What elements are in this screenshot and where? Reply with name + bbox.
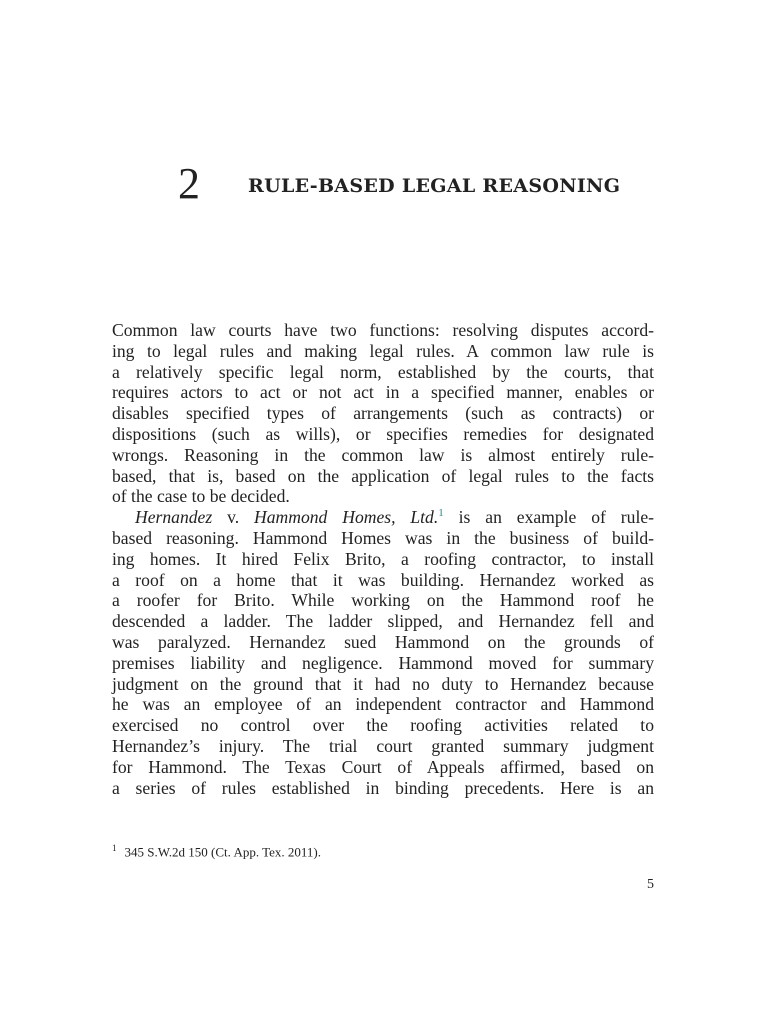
text-line: ing to legal rules and making legal rules. A common law rule is — [112, 340, 654, 361]
paragraph-1 — [112, 320, 654, 507]
chapter-heading — [178, 156, 738, 216]
footnote — [112, 839, 321, 861]
text-line: premises liability and negligence. Hammond moved for summary — [112, 652, 654, 673]
text-line: Common law courts have two functions: resolving disputes accord- — [112, 320, 654, 340]
text-line: wrongs. Reasoning in the common law is almost entirely rule- — [112, 444, 654, 465]
footnote-marker: 1 — [112, 843, 117, 853]
text-line: Hernandez’s injury. The trial court granted summary judgment — [112, 735, 654, 756]
text-line: descended a ladder. The ladder slipped, and Hernandez fell and — [112, 611, 654, 632]
chapter-title: RULE-BASED LEGAL REASONING — [248, 175, 621, 197]
text-line: a relatively specific legal norm, established by the courts, that — [112, 361, 654, 382]
text-line-with-case-citation — [112, 507, 654, 528]
text-line: judgment on the ground that it had no duty to Hernandez because — [112, 673, 654, 694]
text-line: a roofer for Brito. While working on the Hammond roof he — [112, 590, 654, 611]
text-line: based reasoning. Hammond Homes was in the business of build- — [112, 527, 654, 548]
case-name-part-1: Hernandez — [135, 507, 213, 528]
text-line: for Hammond. The Texas Court of Appeals affirmed, based on — [112, 756, 654, 777]
text-line: of the case to be decided. — [112, 486, 290, 507]
text-line: requires actors to act or not act in a specified manner, enables or — [112, 382, 654, 403]
footnote-text: 345 S.W.2d 150 (Ct. App. Tex. 2011). — [124, 844, 322, 860]
body-text — [112, 320, 654, 798]
text-line: he was an employee of an independent contractor and Hammond — [112, 694, 654, 715]
footnote-reference-link[interactable]: 1 — [438, 507, 444, 520]
text-line: ing homes. It hired Felix Brito, a roofing contractor, to install — [112, 548, 654, 569]
text-line: based, that is, based on the application of legal rules to the facts — [112, 465, 654, 486]
text-line: a roof on a home that it was building. Hernandez worked as — [112, 569, 654, 590]
text-line: was paralyzed. Hernandez sued Hammond on the grounds of — [112, 631, 654, 652]
chapter-number: 2 — [178, 159, 200, 208]
page-number: 5 — [647, 877, 654, 892]
versus-text: v. — [212, 507, 255, 528]
text-line: exercised no control over the roofing activities related to — [112, 715, 654, 736]
text-line: dispositions (such as wills), or specifies remedies for designated — [112, 423, 654, 444]
case-name-part-2: Hammond Homes, Ltd. — [254, 507, 439, 528]
text-line: a series of rules established in binding precedents. Here is an — [112, 777, 654, 798]
text-fragment: is an example of rule- — [443, 507, 654, 528]
text-line: disables specified types of arrangements (such as contracts) or — [112, 403, 654, 424]
paragraph-2 — [112, 507, 654, 798]
